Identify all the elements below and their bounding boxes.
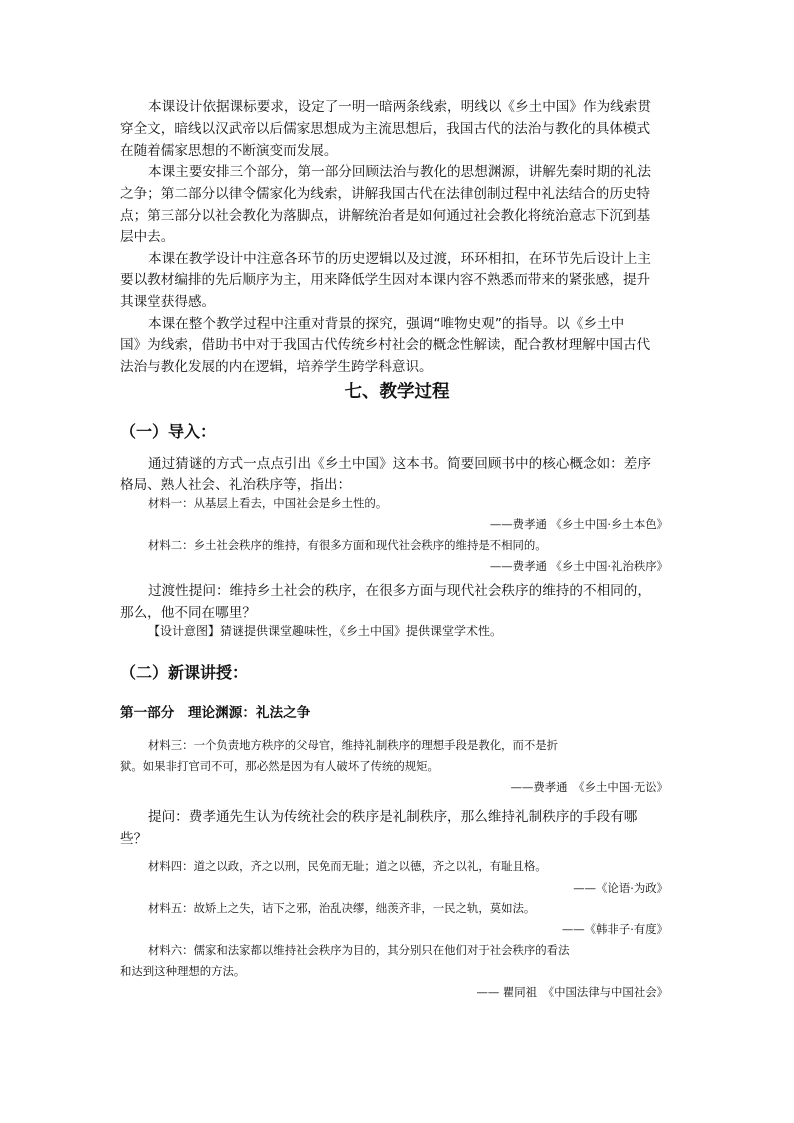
material-2-source: ——费孝通 《乡土中国·礼治秩序》 xyxy=(489,559,668,573)
design-intent: 【设计意图】猜谜提供课堂趣味性，《乡土中国》提供课堂学术性。 xyxy=(148,624,503,638)
text-line: 层中去。 xyxy=(120,229,175,245)
text-line: 之争；第二部分以律令儒家化为线索，讲解我国古代在法律创制过程中礼法结合的历史特 xyxy=(120,186,651,202)
material-1-source: ——费孝通 《乡土中国·乡土本色》 xyxy=(489,517,668,531)
material-3-source: ——费孝通 《乡土中国·无讼》 xyxy=(510,780,668,794)
material-3-line: 狱。如果非打官司不可，那必然是因为有人破坏了传统的规矩。 xyxy=(120,759,439,773)
text-line: 过渡性提问：维持乡土社会的秩序，在很多方面与现代社会秩序的维持的不相同的， xyxy=(148,583,651,599)
text-line: 国》为线索，借助书中对于我国古代传统乡村社会的概念性解读，配合教材理解中国古代 xyxy=(120,337,651,353)
text-line: 那么，他不同在哪里？ xyxy=(120,605,256,621)
text-line: 本课在教学设计中注意各环节的历史逻辑以及过渡，环环相扣，在环节先后设计上主 xyxy=(148,251,651,267)
lead-heading: （一）导入： xyxy=(120,422,217,441)
text-line: 点；第三部分以社会教化为落脚点，讲解统治者是如何通过社会教化将统治意志下沉到基 xyxy=(120,208,651,224)
material-6-source: —— 瞿同祖 《中国法律与中国社会》 xyxy=(476,985,668,999)
material-4: 材料四：道之以政，齐之以刑，民免而无耻；道之以德，齐之以礼，有耻且格。 xyxy=(148,859,547,873)
new-lesson-heading: （二）新课讲授： xyxy=(120,663,249,682)
text-line: 本课设计依据课标要求，设定了一明一暗两条线索，明线以《乡土中国》作为线索贯 xyxy=(148,99,651,115)
text-line: 本课主要安排三个部分，第一部分回顾法治与教化的思想渊源，讲解先秦时期的礼法 xyxy=(148,164,651,180)
text-line: 格局、熟人社会、礼治秩序等，指出： xyxy=(120,477,352,493)
text-line: 法治与教化发展的内在逻辑，培养学生跨学科意识。 xyxy=(120,359,433,375)
material-5: 材料五：故矫上之失，诘下之邪，治乱决缪，绌羡齐非，一民之轨，莫如法。 xyxy=(148,901,536,915)
text-line: 其课堂获得感。 xyxy=(120,294,216,310)
text-line: 本课在整个教学过程中注重对背景的探究，强调“唯物史观”的指导。以《乡土中 xyxy=(148,316,625,332)
material-2: 材料二：乡土社会秩序的维持，有很多方面和现代社会秩序的维持是不相同的。 xyxy=(148,538,547,552)
text-line: 要以教材编排的先后顺序为主，用来降低学生因对本课内容不熟悉而带来的紧张感，提升 xyxy=(120,272,651,288)
material-3-line: 材料三：一个负责地方秩序的父母官，维持礼制秩序的理想手段是教化，而不是折 xyxy=(148,738,559,752)
material-5-source: ——《韩非子·有度》 xyxy=(561,922,668,936)
text-line: 通过猜谜的方式一点点引出《乡土中国》这本书。简要回顾书中的核心概念如：差序 xyxy=(148,456,651,472)
section-title: 七、教学过程 xyxy=(344,382,450,402)
material-1: 材料一：从基层上看去，中国社会是乡土性的。 xyxy=(148,496,388,510)
text-line: 在随着儒家思想的不断演变而发展。 xyxy=(120,143,338,159)
material-6-line: 和达到这种理想的方法。 xyxy=(120,964,246,978)
part-1-heading: 第一部分 理论渊源：礼法之争 xyxy=(120,705,311,721)
material-6-line: 材料六：儒家和法家都以维持社会秩序为目的，其分别只在他们对于社会秩序的看法 xyxy=(148,943,570,957)
text-line: 提问：费孝通先生认为传统社会的秩序是礼制秩序，那么维持礼制秩序的手段有哪 xyxy=(148,809,638,825)
text-line: 穿全文，暗线以汉武帝以后儒家思想成为主流思想后，我国古代的法治与教化的具体模式 xyxy=(120,121,651,137)
material-4-source: ——《论语·为政》 xyxy=(573,881,668,895)
text-line: 些？ xyxy=(120,831,148,847)
